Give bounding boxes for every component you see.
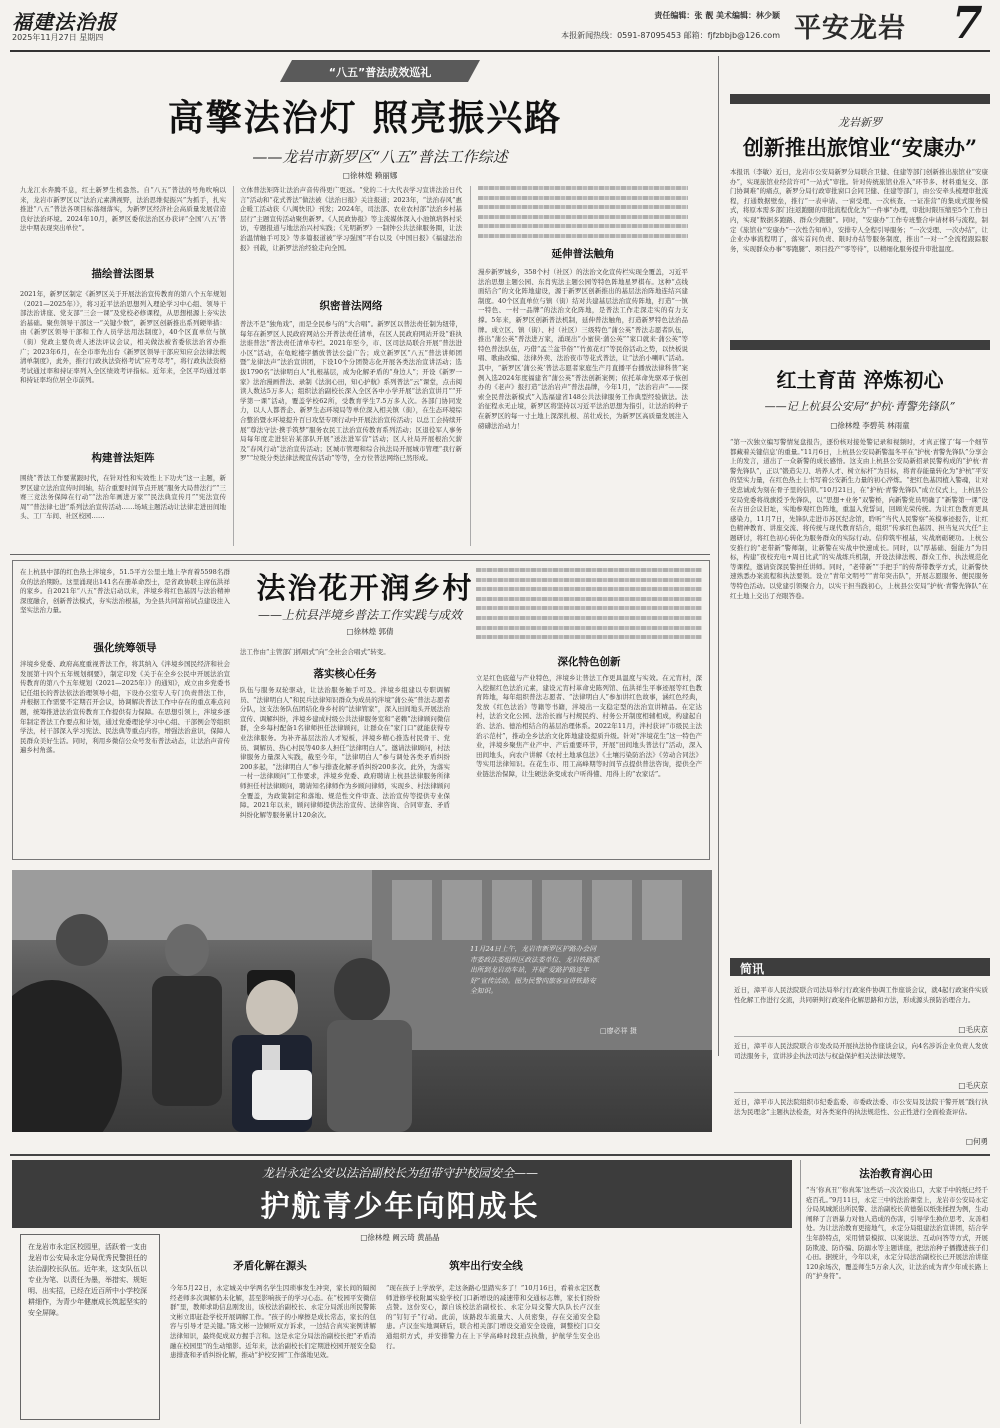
lead-byline: □徐林煌 赖丽娜 [342,171,398,180]
second-subhead: ——上杭县泮境乡普法工作实践与成效 [257,608,462,622]
lead-col2-intro: 立体普法矩阵让法治声音传得更广更远。“党的二十大代表学习宣讲法治日代言”活动和“花式普法”做法被《法治日报》关注报道；2023年，“法治春风”惠企暖工活动获《八闽快讯》刊发；2024年，司法部、农业农村部“法治乡村基层行”主题宣传活动聚焦新罗。《人民政协报》等主流媒体深入小池镇培斜村采访，专题报道与地法治兴村实践；《光明新罗》一制钟公共法律服务圈，让法治温情触手可及》等多篇报道被“学习强国”平台以及《中国日报》《福建法治报》刊载，让新罗法治经验走向全国。 [240,186,462,252]
bottom-sec2-text: “现在孩子上学放学，走这条路心里踏实多了！”10月16日，看着永定区教师进修学校附属实验学校门口新增设的减速带和交通标志牌，家长们纷纷点赞。这份安心，源自该校法治副校长、永定分局交警大队队长卢汉奎的“钉钉子”行动。此前，该路段车流量大、人员密集，存在交通安全隐患。卢汉奎实地调研后，联合相关部门增设交通安全设施，调整校门口交通组织方式，并安排警力在上下学高峰时段驻点执勤，护航学生安全出行。 [386,1284,600,1350]
lead-divider-v2 [470,186,471,546]
lead-sec1-text: 2021年，新罗区制定《新罗区关于开展法治宣传教育的第八个五年规划（2021—2025年）》，将习近平法治思想列入理论学习中心组、领导干部法治讲座、党支部“三会一课”及党校必修课程，从思想根源上夯实法治基础。聚焦领导干部这一“关键少数”，新罗区创新推出系列硬举措：由《新罗区领导干部和工作人员学法用法制度》，40个区直单位与镇（街）党政主要负责人述法评议会议，相关做法被省委依法治省办推广；2023年6月，在全市率先出台《新罗区领导干部应知应会法律法规清单制度》，此外，推行行政执法资格考试“应考尽考”，将行政执法资格考试通过率和持证率列入全区绩效考评指标。近年来，全区平均通过率和持证率均位居全市前列。 [20,290,226,385]
briefs-title-band [730,958,990,976]
lead-kicker: “八五”普法成效巡礼 [328,66,432,79]
second-byline: □徐林煌 郭倩 [346,627,394,636]
paper-name-logo: 福建法治报 [12,10,117,34]
lead-subhead: ——龙岩市新罗区“八五”普法工作综述 [252,148,508,166]
brief-item-3: 近日，漳平市人民法院组织市纪委监委、市委政法委、市公安局及法院干警开展“践行执法为民理念”主题执法检查，对各类案件的执法规范性、公正性进行全面检查评估。 [734,1098,988,1116]
second-col2-top: 法工作由“主管部门抓唱式”向“全社会合唱式”转变。 [240,648,390,656]
lead-sec2-title: 构建普法矩阵 [91,452,155,464]
side1-top-band [730,94,990,104]
bottom-side-title: 法治教育润心田 [859,1168,933,1180]
lead-sec1-title: 描绘普法图景 [91,268,155,280]
page-number: 7 [952,0,983,49]
brief-divider-1 [734,1036,988,1037]
bottom-side-divider [800,1160,801,1424]
lead-divider-v1 [233,186,234,546]
bottom-top-rule [10,1154,990,1156]
bottom-sec2-title: 筑牢出行安全线 [449,1260,523,1272]
date-line: 2025年11月27日 星期四 [12,33,104,42]
bottom-box-text: 在龙岩市永定区校园里，活跃着一支由龙岩市公安局永定分局优秀民警担任的法治副校长队伍。近年来，这支队伍以专业为笔、以责任为墨，举措实、规矩明、出实招，已经在近百所中小学校深耕细作，为青少年健康成长筑起坚实的安全屏障。 [28,1243,147,1317]
side2-text: “第一次独立编写警情复盘报告，逐份核对接处警记录和视频时，才真正懂了‘每一个细节都藏着关键信息’的重量。”11月6日，上杭县公安局新警温冬平在“护杭·青警先锋队”分享会上的发言，道出了一众新警的成长感悟。这支由上杭县公安局新招录民警构成的“护杭·青警先锋队”，正以“锻造尖刀、培养人才、树立标杆”为目标，将青春能量转化为“护杭”平安的坚实力量，在红色热土上书写着公安新生力量的初心淬炼。“把红色基因植入警魂，让对党忠诚成为刻在骨子里的信仰。”10月21日，在“护杭·青警先锋队”成立仪式上，上杭县公安局党委将战旗授予先锋队，以“思想+业务”双警桥，向新警党员明确了“新警第一课”设在古田会议旧址，实地参观红色阵地，重温入党誓词，回顾光荣传统。为让红色教育更具感染力，11月7日，先锋队走进市苏区纪念馆，聆听“当代人民警察”英模事迹报告，让红色精神教育、讲座交流、将传统与现代教育结合，组织“传承红色基因、担当复兴大任”主题研讨，将红色初心转化为服务群众的实际行动。信仰筑牢根基，实战磨砺硬功。上杭公安推行的“老带新”警师制，让新警在实战中快速成长。同时，以“厚基础、强能力”为目标，构建“夜校充电+周日比武”的实战练兵机制，开设法律法规、群众工作、执法规范化等课程，邀请资深民警担任讲师。同时，“老带新”“手把手”的传帮带教学方式，让新警快速熟悉办案流程和执法要领。设立“青年文明号”“青年突击队”，开展志愿服务、便民服务等特色活动。以党建引领聚合力，以实干担当践初心，上杭县公安局“护杭·青警先锋队”在红土地上交出了亮眼答卷。 [730,438,988,600]
lead-sec2-text: 围绕“普法工作要紧跟时代，在针对性和实效性上下功夫”这一主题，新罗区建立法治宣传时间轴，结合重要时间节点开展“服务大局普法行”“三赛三竞法务保障在行动”“法治年画进万家”“民法典宣传月”“宪法宣传周”“普法律七进”系列法治宣传活动……场域主题活动让法律走进田间地头、工厂车间、社区校园…… [20,474,226,521]
bottom-side-text: “当‘你真丑’‘你真笨’这些话一次次说出口，大家手中的纸已经千疮百孔。”9月11日，永定三中的法治课堂上，龙岩市公安局永定分局凤城派出所民警、法治副校长黄德强以纸张揉捏为例，生动阐释了言语暴力对他人造成的伤害，引导学生换位思考、友善相处。为让法治教育更接地气，永定分局组建法治宣讲团，结合学生年龄特点，采用情景模拟、以案说法、互动问答等方式，开展防欺凌、防诈骗、防溺水等主题讲座，把法治种子播撒进孩子们心田。据统计，今年以来，永定分局法治副校长已开展法治讲座120余场次，覆盖师生5万余人次，让法治成为青少年成长路上的“护身符”。 [806,1186,988,1281]
second-intro: 在上杭县中部的红色热土泮境乡，51.5平方公里土地上孕育着5598名群众的法治期盼。这里涌现出141名在册革命烈士，是省政协联主席伍洪祥的家乡。自2021年“八五”普法启动以来，泮境乡将红色基因与法治精神深度融合，创新普法模式，夯实法治根基，为全县共同富裕试点建设注入坚实法治力量。 [20,568,230,615]
photo-caption: 11月24日上午，龙岩市新罗区护路办会同市委政法委组织区政法委单位、龙岩铁路派出所到龙岩动车站，开展“爱路护路连年好”宣传活动。图为民警向旅客宣讲铁路安全知识。 [470,945,600,995]
lead-bottom-rule [10,554,710,555]
second-col3-top [476,568,702,654]
lead-sec4-title: 延伸普法触角 [551,248,615,260]
lead-col3-top [478,186,688,246]
side1-text: 本报讯（李敏）近日，龙岩市公安局新罗分局联合卫健、住建等部门创新推出旅馆业“安康办”，实现旅馆业经营许可“一站式”审批。针对传统旅馆业准入“环节多、材料重复交、部门协调难”的痛点，新罗分局行政审批窗口会同卫健、住建等部门，由公安牵头梳理审批流程，打通数据壁垒，推行“一表申请、一窗受理、一次核查、一证准营”的集成式服务模式，将原本需多部门往返跑腿的审批流程优化为“一件事”办理，审批时限压缩至5个工作日内，实现“数据多跑路、群众少跑腿”。同时，“安康办”工作专班整合申请材料与流程，制定《旅馆业“安康办”一次性告知单》，安排专人全程引导服务；“一次受理、一次办结”，让企业办事流程明了，落实首问负责、限时办结等服务制度，推出“一对一”全流程跟踪服务，实现群众办事“零跑腿”、项目投产“零等待”，以精细化服务提升审批温度。 [730,168,988,253]
brief-author-1: □毛庆京 [958,1025,988,1034]
side2-top-band [730,340,990,350]
briefs-title: 简讯 [740,962,765,976]
lead-sec3-text: 普法不是“独角戏”，而是全民参与的“大合唱”。新罗区以普法责任制为纽带，每年在新罗区人民政府网站公开普法责任清单，在区人民政府网站开设“谁执法谁普法”普法责任清单专栏。2021年至今，市、区司法局联合开展“普法进小区”活动，在龟蛇楼宇播放普法公益广告；成立新罗区“八五”普法讲师团暨“龙律法声”法治宣讲团，下设10个分团赞志化开展各类法治宣讲活动；选拔1790名“法律明白人”扎根基层，成为化解矛盾的“身边人”；开设《新罗一家》法治漫画普法、录制《法润心田，知心护航》系列普法“云”课堂，点击阅读人数达5万多人；组织法治副校长深入全区各中小学开展“法治宣讲月”“开学第一课”活动，覆盖学校62所，受教育学生7.5万多人次。各部门协同发力，以人人都普企、新罗生态环境局等单位深入相关镇（街），在生态环境综合整治暨水环境提升百日攻坚专项行动中开展法治宣传活动；以总工会持续开展“尊法守法·携手筑梦”服务农民工法治宣传教育系列活动；区退役军人事务局每年度走进驻岩某部队开展“送法进军营”活动；区人社局开展根治欠薪及“春风行动”法治宣传活动；区城市管理和综合执法局开展城市管理“我行新罗”“垃圾分类法律法规宣传活动”等等，全方位普法网络已然形成。 [240,320,462,463]
brief-item-1: 近日，漳平市人民法院联合司法局举行行政案件协调工作座谈会议，就4起行政案件实质性化解工作进行交流，共同研判行政案件化解思路和方法，形成源头预防治理合力。 [734,986,988,1004]
side2-byline: □徐林煌 李碧英 林雨童 [830,421,910,430]
lead-sec4-text: 漫步新罗城乡，358个村（社区）的法治文化宣传栏实现全覆盖，习近平法治思想主题公园、东肖宪法主题公园等特色阵地星罗棋布。这种“点线面结合”的文化阵地建设，源于新罗区创新推出的基层法治阵地连结兴建制度。40个区直单位与镇（街）结对共建基层法治宣传阵地，打造“一镇一特色、一村一品牌”的法治文化阵地，是普法工作走深走实的有力支撑。5年来，新罗区创新普法机制，延伸普法触角，打造新罗特色法治品牌。成立区、镇（街）、村（社区）三级特色“蒲公英”普法志愿者队伍，推出“蒲公英”普法进万家，涌现出“小蜜侠·蒲公英”“家口就来·蒲公英”等特色普法队伍，巧借“孟兰盆节俗”“竹蕉花灯”等民俗活动之势，以快板说唱、歌曲改编、法律外卖、法治夜市等花式普法，让“法治小喇叭”活动。其中，“新罗区‘蒲公英’普法志愿者家庭生产月直播平台播放法律科普”案例入选2024年度福建省“蒲公英”普法创新案例；依托革命先驱邓子恢创办的《老声》报打造“法治岩声”普法品牌，今年1月，“法治岩声”——探索全民普法新模式”入选福建省148公共法律服务工作典型经验做法。法治征程永无止境，新罗区将坚持以习近平法治思想为指引，让法治的种子在新罗区的每一寸土地上深深扎根、茁壮成长，为新罗区高质量发展注入磅礴法治动力！ [478,268,688,430]
side2-headline: 红土育苗 淬炼初心 [776,368,944,392]
bottom-kicker: 龙岩永定公安以法治副校长为纽带守护校园安全—— [261,1166,538,1180]
lead-headline: 高擎法治灯 照亮振兴路 [167,98,563,139]
second-sec3-title: 深化特色创新 [557,656,621,668]
bottom-sec1-text: 今年5月22日，永定城关中学两名学生因琐事发生冲突，家长间的隔阂经老师多次调解仍未化解，甚至影响孩子的学习心态。在“校园平安微信群”里，教师求助信息刚发出，该校法治副校长、永定分局派出所民警陈文彬立即赶赴学校开展调解工作。“孩子的小摩擦是成长常态，家长的包容与引导才是关键。”陈文彬一边倾听双方诉求，一边结合真实案例讲解法律知识，最终促成双方握手言和。这是永定分局法治副校长把“矛盾消融在校园里”的生动缩影。近年来，法治副校长们定期进校园开展安全隐患排查和矛盾纠纷化解，推动“护校安园”工作落地见效。 [170,1284,376,1360]
brief-author-2: □毛庆京 [958,1081,988,1090]
masthead-rule [10,50,990,52]
section-title: 平安龙岩 [794,13,906,44]
news-photo [12,870,712,1132]
second-sec3-text: 立足红色底蕴与产业特色，泮境乡让普法工作更具温度与实效。在元宵村，深入挖掘红色法治元素，建设元宵村革命史陈列馆、伍洪祥生平事迹展等红色教育阵地，每年组织普法志愿者、“法律明白人”参加讲红色故事，涵红色经典，发放《红色法治》等籍等书籍，泮境出一支稳定型的法治宣讲精品。在定达村，法治文化公园、法治长廊与村规民约、村务公开制度相辅相成，构建起自治、法治、德治相结合的基层治理体系。2022年11月，泮村获评“市级民主法治示范村”，推动全乡法治文化阵地建设提质升级。针对“泮境花生”这一特色产业，泮境乡聚焦产业产中、产后重要环节，开展“田间地头普法行”活动，深入田间地头，向农户讲解《农村土地承包法》《土壤污染防治法》《劳动合同法》等实用法律知识。在花生市、用工高峰期等时间节点提供普法咨询，提供全产业链法治保障，让生硬法条变成农户听得懂、用得上的“农家话”。 [476,674,702,778]
right-col-divider [718,56,719,1056]
second-sec1-text: 泮境乡党委、政府高度重视普法工作，将其纳入《泮境乡国民经济和社会发展第十四个五年规划纲要》，制定印发《关于在全乡公民中开展法治宣传教育的第八个五年规划（2021—2025年）》的通知》，成立由乡党委书记任组长的普法依法治理领导小组，下设办公室专人专门负责普法工作，并根据工作需要不定期召开会议，协调解决普法工作中存在的重点难点问题，统筹推进法治宣传教育工作提供有力保障。在思想引领上，泮境乡逐年制定普法工作要点和计划，通过党委理论学习中心组、干部例会等组织学法，村干部深入学习宪法、民法典等重点内容，增强法治意识，保障人民群众美好生活。同时，利用乡微信公众号发布普法动态，让法治声音传遍乡村角落。 [20,660,230,755]
lead-intro: 九龙江水奔腾不息，红土新罗生机盎然。自“八五”普法的号角吹响以来，龙岩市新罗区以“法治元素满视野，法治思维促振兴”为抓手，扎实推进“八五”普法各项目标落细落实，为新罗区经济社会高质量发展营造良好法治环境。2024年10月，新罗区委依法治区办获评“全国‘八五’普法中期表现突出单位”。 [20,186,226,233]
side2-subhead: ——记上杭县公安局“护杭·青警先锋队” [764,400,956,413]
masthead [0,0,1000,50]
brief-author-3: □何勇 [965,1137,988,1146]
brief-divider-2 [734,1092,988,1093]
side1-headline: 创新推出旅馆业“安康办” [742,135,978,160]
second-sec2-title: 落实核心任务 [313,668,377,680]
second-sec1-title: 强化统筹领导 [93,642,157,654]
bottom-byline: □徐林煌 阙云琦 黄晶晶 [360,1233,440,1242]
hotline-line: 本报新闻热线：0591-87095453 邮箱：fjfzbbjb@126.com [561,31,780,40]
lead-sec3-title: 织密普法网络 [319,300,383,312]
second-headline: 法治花开润乡村 [256,571,474,605]
bottom-sec1-title: 矛盾化解在源头 [233,1260,307,1272]
second-sec2-text: 队伍与服务双轮驱动，让法治服务触手可及。泮境乡组建以专职调解员、“法律明白人”和民兵法律知识群众为成员的泮境“蒲公英”普法志愿者分队，这支法务队伍团结化身乡村的“法律管家”，深入田间地头开展法治宣传、调解纠纷，泮境乡建成村级公共法律服务室和“老赖”法律顾问微信群，全乡每村配备1名律师担任法律顾问，让群众在“家门口”就能获得专业法律服务。为补齐基层法治人才短板，泮境乡精心推选村民骨干、党员、调解员、热心村民等40多人担任“法律明白人”。邀请法律顾问，村法律服务力量深入实践，截至今年，“法律明白人”参与调处各类矛盾纠纷200多起，“法律明白人”参与排查化解矛盾纠纷200多次。此外，为落实一村一法律顾问“工作要求，泮境乡党委、政府聘请上杭县法律服务所律师担任村法律顾问，聘请知名律师作为乡顾问律师，实现乡、村法律顾问全覆盖，为政策制定和落地、规范性文件审查、法治宣传等提供专业保障。2021年以来，顾问律师提供法治宣传、法律咨询、合同审查、矛盾纠纷化解等服务累计120余次。 [240,686,450,819]
brief-item-2: 近日，漳平市人民法院联合市发改局开展执法协作座谈会议，向4名涉诉企业负责人发放司法服务卡，宣讲涉企执法司法与权益保护相关法律法规等。 [734,1042,988,1060]
bottom-headline: 护航青少年向阳成长 [260,1189,540,1223]
side1-kicker: 龙岩新罗 [838,116,882,129]
editors-line: 责任编辑：张 靓 美术编辑：林少颖 [654,11,780,20]
photo-credit: □廖必祥 摄 [600,1027,637,1035]
